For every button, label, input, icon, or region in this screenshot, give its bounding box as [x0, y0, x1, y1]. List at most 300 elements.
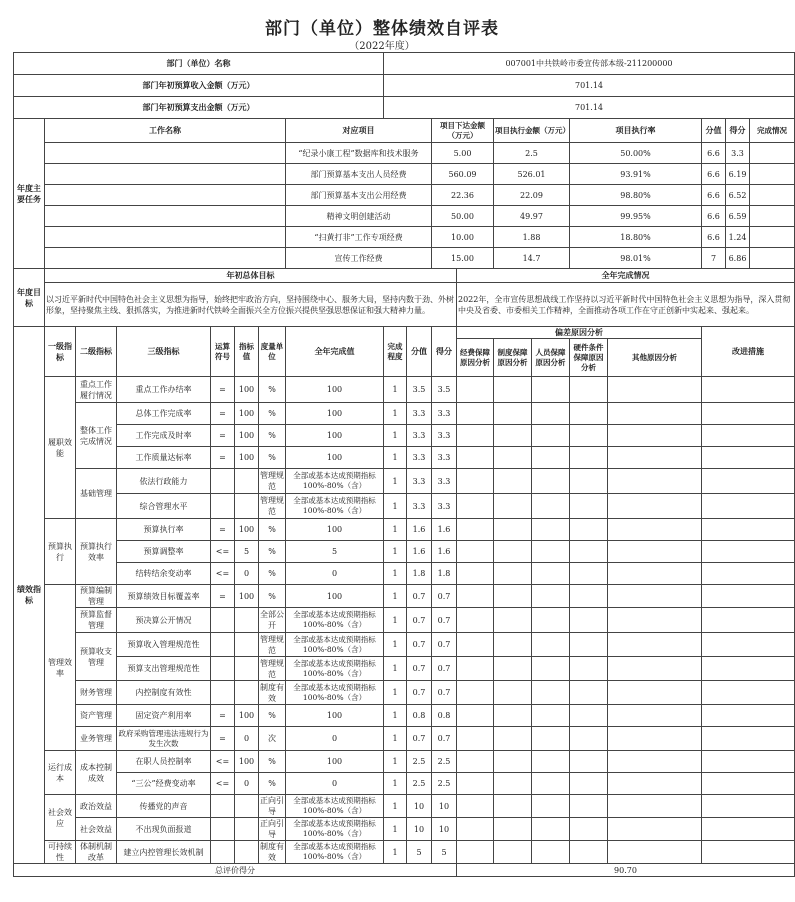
perf-l3-cell: 预决算公开情况 — [117, 608, 211, 633]
perf-l2-cell: 社会效益 — [76, 818, 117, 841]
dev-cell — [532, 519, 570, 541]
task-rate: 99.95% — [570, 206, 702, 227]
perf-got-cell: 0.7 — [432, 633, 457, 657]
dev-cell — [494, 585, 532, 608]
perf-got-cell: 3.3 — [432, 403, 457, 425]
task-rate: 98.80% — [570, 185, 702, 206]
dev-cell — [457, 403, 494, 425]
dev-cell — [532, 681, 570, 705]
dev-cell — [608, 795, 702, 818]
perf-unit-cell: % — [259, 425, 286, 447]
perf-l2-cell: 资产管理 — [76, 705, 117, 727]
dev-cell — [608, 585, 702, 608]
task-rate: 18.80% — [570, 227, 702, 248]
task-work-name — [45, 227, 286, 248]
dev-cell — [494, 425, 532, 447]
perf-val-cell: 100 — [235, 519, 259, 541]
indicator-row — [14, 657, 795, 681]
perf-val-cell — [235, 494, 259, 519]
perf-header-op: 运算符号 — [211, 327, 235, 377]
dev-cell — [494, 773, 532, 795]
indicator-row — [14, 541, 795, 563]
perf-unit-cell: % — [259, 773, 286, 795]
perf-header-l1: 一级指标 — [45, 327, 76, 377]
task-score: 6.6 — [702, 185, 726, 206]
perf-done-cell: 全部或基本达成预期指标100%-80%（含） — [286, 841, 384, 864]
indicator-row — [14, 469, 795, 494]
dev-cell — [494, 377, 532, 403]
dev-cell — [532, 705, 570, 727]
dev-cell — [457, 633, 494, 657]
perf-op-cell — [211, 469, 235, 494]
indicator-row — [14, 818, 795, 841]
perf-done-cell: 100 — [286, 403, 384, 425]
perf-op-cell: <= — [211, 541, 235, 563]
indicator-row — [14, 705, 795, 727]
perf-degree-cell: 1 — [384, 681, 407, 705]
perf-got-cell: 2.5 — [432, 773, 457, 795]
fix-cell — [702, 494, 795, 519]
perf-degree-cell: 1 — [384, 751, 407, 773]
perf-val-cell: 0 — [235, 563, 259, 585]
dev-cell — [457, 818, 494, 841]
perf-header-dev-staff: 人员保障原因分析 — [532, 339, 570, 377]
dev-cell — [457, 727, 494, 751]
fix-cell — [702, 751, 795, 773]
table-body — [14, 53, 795, 877]
perf-op-cell: = — [211, 585, 235, 608]
perf-header-dev-hardware: 硬件条件保障原因分析 — [570, 339, 608, 377]
perf-op-cell: = — [211, 425, 235, 447]
dev-cell — [532, 608, 570, 633]
perf-val-cell: 0 — [235, 727, 259, 751]
tasks-header-project: 对应项目 — [286, 119, 432, 143]
perf-done-cell: 5 — [286, 541, 384, 563]
evaluation-table — [13, 52, 795, 877]
perf-l3-cell: 结转结余变动率 — [117, 563, 211, 585]
dev-cell — [608, 841, 702, 864]
dev-cell — [532, 585, 570, 608]
fix-cell — [702, 773, 795, 795]
dev-cell — [457, 519, 494, 541]
perf-op-cell — [211, 795, 235, 818]
task-rate: 50.00% — [570, 143, 702, 164]
dev-cell — [494, 541, 532, 563]
perf-got-cell: 0.7 — [432, 681, 457, 705]
dev-cell — [494, 681, 532, 705]
task-exec: 526.01 — [494, 164, 570, 185]
perf-unit-cell: 全部公开 — [259, 608, 286, 633]
perf-l3-cell: 预算收入管理规范性 — [117, 633, 211, 657]
perf-got-cell: 1.6 — [432, 519, 457, 541]
dev-cell — [457, 447, 494, 469]
perf-l3-cell: 综合管理水平 — [117, 494, 211, 519]
perf-unit-cell: % — [259, 705, 286, 727]
perf-l2-cell: 业务管理 — [76, 727, 117, 751]
perf-degree-cell: 1 — [384, 469, 407, 494]
dev-cell — [457, 563, 494, 585]
dev-cell — [532, 563, 570, 585]
perf-got-cell: 3.3 — [432, 469, 457, 494]
fix-cell — [702, 425, 795, 447]
perf-score-cell: 0.7 — [407, 681, 432, 705]
perf-op-cell: = — [211, 727, 235, 751]
goals-side-label: 年度目标 — [14, 269, 45, 327]
dev-cell — [608, 403, 702, 425]
perf-op-cell: = — [211, 519, 235, 541]
perf-op-cell: = — [211, 447, 235, 469]
task-project: 精神文明创建活动 — [286, 206, 432, 227]
task-row — [14, 143, 795, 164]
dev-cell — [608, 773, 702, 795]
dev-cell — [570, 425, 608, 447]
goals-initial-text: 以习近平新时代中国特色社会主义思想为指导，始终把牢政治方向，坚持围绕中心、服务大局，坚持内数于劲、外树形象，坚持聚焦主线、狠抓落实，为推进新时代铁岭全面振兴全方位振兴提供坚强思想保证和强大精神力量。 — [45, 283, 457, 327]
perf-l1-cell: 管理效率 — [45, 585, 76, 751]
task-amount: 5.00 — [432, 143, 494, 164]
dev-cell — [532, 447, 570, 469]
task-project: “扫黄打非”工作专项经费 — [286, 227, 432, 248]
perf-done-cell: 100 — [286, 377, 384, 403]
dev-cell — [457, 751, 494, 773]
indicator-row — [14, 425, 795, 447]
perf-degree-cell: 1 — [384, 633, 407, 657]
task-work-name — [45, 143, 286, 164]
perf-l2-cell: 财务管理 — [76, 681, 117, 705]
dev-cell — [494, 447, 532, 469]
perf-degree-cell: 1 — [384, 727, 407, 751]
dev-cell — [570, 795, 608, 818]
perf-degree-cell: 1 — [384, 795, 407, 818]
perf-op-cell — [211, 841, 235, 864]
dev-cell — [457, 773, 494, 795]
perf-got-cell: 0.7 — [432, 608, 457, 633]
dev-cell — [570, 727, 608, 751]
dev-cell — [457, 705, 494, 727]
dev-cell — [532, 841, 570, 864]
task-got: 6.52 — [726, 185, 750, 206]
perf-unit-cell: 管理规范 — [260, 658, 284, 679]
task-score: 6.6 — [702, 227, 726, 248]
dev-cell — [570, 608, 608, 633]
perf-score-cell: 0.7 — [407, 727, 432, 751]
indicator-row — [14, 494, 795, 519]
dev-cell — [532, 403, 570, 425]
task-work-name — [45, 185, 286, 206]
perf-score-cell: 3.3 — [407, 403, 432, 425]
perf-header-val: 指标值 — [235, 327, 259, 377]
perf-val-cell: 5 — [235, 541, 259, 563]
dev-cell — [532, 494, 570, 519]
task-status — [750, 164, 795, 185]
dev-cell — [457, 377, 494, 403]
task-project: 部门预算基本支出公用经费 — [286, 185, 432, 206]
dev-cell — [532, 377, 570, 403]
perf-l1-cell: 预算执行 — [45, 519, 76, 585]
indicator-row — [14, 727, 795, 751]
perf-l3-cell: 预算绩效目标覆盖率 — [117, 585, 211, 608]
perf-score-cell: 3.3 — [407, 447, 432, 469]
task-row — [14, 206, 795, 227]
fix-cell — [702, 818, 795, 841]
dev-cell — [608, 494, 702, 519]
perf-l3-cell: 预算调整率 — [117, 541, 211, 563]
perf-unit-cell: 管理规范 — [259, 469, 286, 494]
perf-op-cell: <= — [211, 751, 235, 773]
dev-cell — [494, 795, 532, 818]
perf-header-l2: 二级指标 — [76, 327, 117, 377]
perf-val-cell: 100 — [235, 425, 259, 447]
dev-cell — [457, 541, 494, 563]
dev-cell — [570, 657, 608, 681]
fix-cell — [702, 585, 795, 608]
dev-cell — [532, 541, 570, 563]
perf-got-cell: 10 — [432, 818, 457, 841]
perf-degree-cell: 1 — [384, 494, 407, 519]
dev-cell — [494, 608, 532, 633]
dev-cell — [608, 519, 702, 541]
dev-cell — [494, 818, 532, 841]
perf-op-cell — [211, 818, 235, 841]
dev-cell — [570, 751, 608, 773]
perf-op-cell — [211, 494, 235, 519]
dev-cell — [532, 795, 570, 818]
perf-l2-cell: 政治效益 — [76, 795, 117, 818]
task-row — [14, 227, 795, 248]
budget-income-value: 701.14 — [384, 75, 795, 97]
task-got: 6.86 — [726, 248, 750, 269]
dev-cell — [532, 469, 570, 494]
page-title: 部门（单位）整体绩效自评表 — [265, 19, 499, 39]
total-score-label: 总评价得分 — [14, 864, 457, 877]
perf-score-cell: 3.3 — [407, 425, 432, 447]
perf-score-cell: 2.5 — [407, 751, 432, 773]
fix-cell — [702, 705, 795, 727]
dev-cell — [608, 608, 702, 633]
dev-cell — [532, 818, 570, 841]
perf-score-cell: 10 — [407, 818, 432, 841]
perf-val-cell — [235, 818, 259, 841]
task-got: 1.24 — [726, 227, 750, 248]
perf-op-cell — [211, 657, 235, 681]
goals-initial-header: 年初总体目标 — [45, 269, 457, 283]
perf-degree-cell: 1 — [384, 377, 407, 403]
perf-l2-cell: 预算收支管理 — [76, 633, 117, 681]
perf-unit-cell: % — [259, 447, 286, 469]
perf-header-l3: 三级指标 — [117, 327, 211, 377]
task-status — [750, 143, 795, 164]
task-got: 6.19 — [726, 164, 750, 185]
task-row — [14, 185, 795, 206]
task-amount: 22.36 — [432, 185, 494, 206]
perf-score-cell: 0.7 — [407, 585, 432, 608]
dev-cell — [570, 519, 608, 541]
perf-got-cell: 3.5 — [432, 377, 457, 403]
perf-l3-cell: 工作完成及时率 — [117, 425, 211, 447]
perf-l3-cell: 工作质量达标率 — [117, 447, 211, 469]
dev-cell — [494, 403, 532, 425]
task-work-name — [45, 248, 286, 269]
task-score: 6.6 — [702, 143, 726, 164]
dev-cell — [457, 585, 494, 608]
perf-op-cell — [211, 608, 235, 633]
perf-got-cell: 3.3 — [432, 447, 457, 469]
dev-cell — [570, 447, 608, 469]
perf-score-cell: 3.3 — [407, 494, 432, 519]
perf-side-label: 绩效指标 — [14, 327, 45, 864]
dev-cell — [532, 727, 570, 751]
dev-cell — [532, 633, 570, 657]
perf-unit-cell: 管理规范 — [260, 634, 284, 655]
perf-done-cell: 全部或基本达成预期指标100%-80%（含） — [286, 469, 384, 494]
tasks-side-label: 年度主要任务 — [14, 119, 45, 269]
fix-cell — [702, 727, 795, 751]
perf-l3-cell: 重点工作办结率 — [117, 377, 211, 403]
perf-header-deviation: 偏差原因分析 — [457, 327, 702, 339]
dev-cell — [494, 705, 532, 727]
task-exec: 22.09 — [494, 185, 570, 206]
dept-name-label: 部门（单位）名称 — [14, 53, 384, 75]
goals-complete-header: 全年完成情况 — [457, 269, 795, 283]
perf-val-cell: 100 — [235, 585, 259, 608]
task-rate: 98.01% — [570, 248, 702, 269]
perf-l3-cell: 总体工作完成率 — [117, 403, 211, 425]
perf-degree-cell: 1 — [384, 818, 407, 841]
dev-cell — [532, 425, 570, 447]
perf-score-cell: 0.7 — [407, 608, 432, 633]
fix-cell — [702, 469, 795, 494]
fix-cell — [702, 403, 795, 425]
perf-header-dev-other: 其他原因分析 — [608, 339, 702, 377]
task-project: 宣传工作经费 — [286, 248, 432, 269]
dev-cell — [608, 705, 702, 727]
perf-score-cell: 3.5 — [407, 377, 432, 403]
perf-done-cell: 100 — [286, 425, 384, 447]
indicator-row — [14, 751, 795, 773]
perf-score-cell: 5 — [407, 841, 432, 864]
fix-cell — [702, 377, 795, 403]
dev-cell — [457, 469, 494, 494]
dev-cell — [608, 751, 702, 773]
fix-cell — [702, 633, 795, 657]
perf-l2-cell: 预算执行效率 — [76, 519, 117, 585]
perf-header-done: 全年完成值 — [286, 327, 384, 377]
fix-cell — [702, 841, 795, 864]
perf-unit-cell: 正向引导 — [260, 796, 284, 816]
dev-cell — [608, 469, 702, 494]
perf-val-cell — [235, 633, 259, 657]
perf-unit-cell: 制度有效 — [260, 682, 284, 703]
perf-val-cell: 100 — [235, 705, 259, 727]
perf-op-cell: <= — [211, 563, 235, 585]
perf-unit-cell: 正向引导 — [260, 819, 284, 839]
dev-cell — [608, 818, 702, 841]
perf-header-fix: 改进措施 — [702, 327, 795, 377]
task-amount: 50.00 — [432, 206, 494, 227]
page-subtitle: （2022年度） — [349, 41, 415, 52]
perf-degree-cell: 1 — [384, 519, 407, 541]
perf-l3-cell: 建立内控管理长效机制 — [117, 841, 211, 864]
perf-got-cell: 5 — [432, 841, 457, 864]
task-score: 6.6 — [702, 206, 726, 227]
perf-op-cell: = — [211, 403, 235, 425]
indicator-row — [14, 447, 795, 469]
perf-val-cell — [235, 469, 259, 494]
dev-cell — [608, 425, 702, 447]
dev-cell — [494, 727, 532, 751]
perf-l2-cell: 整体工作完成情况 — [76, 403, 117, 469]
perf-val-cell — [235, 657, 259, 681]
task-got: 3.3 — [726, 143, 750, 164]
dev-cell — [570, 541, 608, 563]
dev-cell — [570, 705, 608, 727]
task-amount: 15.00 — [432, 248, 494, 269]
dev-cell — [570, 563, 608, 585]
perf-unit-cell: % — [259, 585, 286, 608]
dev-cell — [494, 563, 532, 585]
perf-done-cell: 全部或基本达成预期指标100%-80%（含） — [286, 681, 384, 705]
perf-degree-cell: 1 — [384, 705, 407, 727]
task-row — [14, 248, 795, 269]
dev-cell — [570, 633, 608, 657]
perf-l3-cell: 传播党的声音 — [117, 795, 211, 818]
perf-l1-cell: 可持续性 — [45, 841, 76, 864]
perf-l1-cell: 履职效能 — [45, 377, 76, 519]
perf-score-cell: 2.5 — [407, 773, 432, 795]
perf-val-cell: 0 — [235, 773, 259, 795]
perf-done-cell: 全部或基本达成预期指标100%-80%（含） — [286, 657, 384, 681]
perf-done-cell: 100 — [286, 447, 384, 469]
tasks-header-got: 得分 — [726, 119, 750, 143]
dev-cell — [570, 494, 608, 519]
dev-cell — [494, 469, 532, 494]
perf-l3-cell: 在职人员控制率 — [117, 751, 211, 773]
perf-op-cell: = — [211, 705, 235, 727]
perf-done-cell: 全部或基本达成预期指标100%-80%（含） — [286, 795, 384, 818]
dev-cell — [608, 377, 702, 403]
perf-score-cell: 1.6 — [407, 541, 432, 563]
dev-cell — [570, 773, 608, 795]
perf-op-cell: <= — [211, 773, 235, 795]
task-amount: 560.09 — [432, 164, 494, 185]
perf-degree-cell: 1 — [384, 773, 407, 795]
fix-cell — [702, 563, 795, 585]
task-status — [750, 248, 795, 269]
dev-cell — [494, 841, 532, 864]
tasks-header-status: 完成情况 — [750, 119, 795, 143]
dev-cell — [532, 751, 570, 773]
perf-done-cell: 100 — [286, 751, 384, 773]
tasks-header-rate: 项目执行率 — [570, 119, 702, 143]
perf-l3-cell: 预算执行率 — [117, 519, 211, 541]
tasks-header-score: 分值 — [702, 119, 726, 143]
dev-cell — [532, 773, 570, 795]
perf-unit-cell: % — [259, 377, 286, 403]
task-amount: 10.00 — [432, 227, 494, 248]
dev-cell — [570, 681, 608, 705]
task-status — [750, 206, 795, 227]
perf-done-cell: 100 — [286, 705, 384, 727]
perf-op-cell: = — [211, 377, 235, 403]
fix-cell — [702, 541, 795, 563]
perf-degree-cell: 1 — [384, 657, 407, 681]
perf-degree-cell: 1 — [384, 585, 407, 608]
perf-l3-cell: 固定资产利用率 — [117, 705, 211, 727]
perf-unit-cell: 次 — [259, 727, 286, 751]
perf-l3-cell: 预算支出管理规范性 — [117, 657, 211, 681]
perf-got-cell: 10 — [432, 795, 457, 818]
perf-got-cell: 0.7 — [432, 657, 457, 681]
task-rate: 93.91% — [570, 164, 702, 185]
